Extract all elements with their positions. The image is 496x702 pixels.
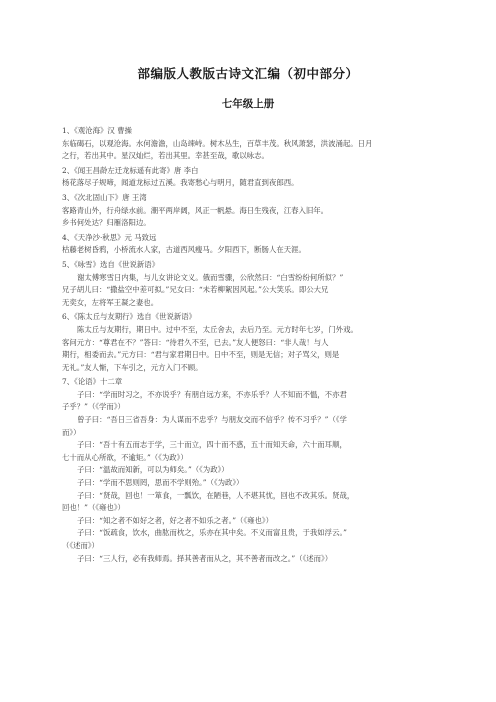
poem-text-line: 枯藤老树昏鸦，小桥流水人家，古道西风瘦马。夕阳西下，断肠人在天涯。 [62,245,306,255]
analects-text-line: 七十而从心所欲，不逾矩。”（《为政》） [62,452,188,462]
prose-text-line: 客问元方：“尊君在不？”答曰：“待君久不至，已去。”友人便怒曰：“非人哉！与人 [62,337,329,347]
prose-text-line: 无奕女，左将军王凝之妻也。 [62,297,159,307]
poem-heading: 3、《次北固山下》唐 王湾 [62,192,147,202]
analects-text-line: 子曰：“温故而知新，可以为师矣。”（《为政》） [77,465,229,475]
analects-text-line: 子曰：“贤哉，回也！一箪食，一瓢饮，在陋巷，人不堪其忧，回也不改其乐。贤哉， [77,490,355,500]
analects-text-line: 子曰：“吾十有五而志于学，三十而立，四十而不惑，五十而知天命，六十而耳顺， [77,440,347,450]
analects-text-line: 曾子曰：“吾日三省吾身：为人谋而不忠乎？与朋友交而不信乎？传不习乎？”（《学 [77,415,347,425]
poem-text-line: 客路青山外，行舟绿水前。潮平两岸阔，风正一帆悬。海日生残夜，江春入旧年。 [62,205,329,215]
poem-heading: 1、《观沧海》汉 曹操 [62,126,132,135]
analects-text-line: 子乎？”（《学而》） [62,402,125,412]
prose-text-line: 无礼。”友人惭，下车引之，元方入门不顾。 [62,362,203,372]
prose-heading: 5、《咏雪》选自《世说新语》 [62,259,160,269]
prose-text-line: 陈太丘与友期行，期日中。过中不至，太丘舍去，去后乃至。元方时年七岁，门外戏。 [77,324,358,334]
analects-text-line: 子曰：“饭疏食，饮水，曲肱而枕之，乐亦在其中矣。不义而富且贵，于我如浮云。” [77,528,347,538]
prose-heading: 6、《陈太丘与友期行》选自《世说新语》 [62,312,197,322]
poem-text-line: 乡书何处达？归雁洛阳边。 [62,218,151,228]
analects-text-line: 子曰：“三人行，必有我师焉。择其善者而从之，其不善者而改之。”（《述而》） [77,553,333,563]
poem-heading: 2、《闻王昌龄左迁龙标遥有此寄》唐 李白 [62,165,199,175]
analects-heading: 7、《论语》十二章 [62,377,123,387]
poem-heading: 4、《天净沙·秋思》元 马致远 [62,232,157,242]
poem-text-line: 东临碣石，以观沧海。水何澹澹，山岛竦峙。树木丛生，百草丰茂。秋风萧瑟，洪波涌起。日月 [62,138,373,148]
document-title: 部编版人教版古诗文汇编（初中部分） [137,66,359,81]
poem-text-line: 杨花落尽子规啼，闻道龙标过五溪。我寄愁心与明月，随君直到夜郎西。 [62,178,299,188]
document-subtitle: 七年级上册 [221,98,275,110]
prose-text-line: 兄子胡儿曰：“撒盐空中差可拟。”兄女曰：“未若柳絮因风起。”公大笑乐。即公大兄 [62,285,329,295]
poem-text-line: 之行，若出其中。星汉灿烂，若出其里。幸甚至哉，歌以咏志。 [62,151,269,161]
analects-text-line: 子曰：“学而不思则罔，思而不学则殆。”（《为政》） [77,478,244,488]
analects-text-line: （《述而》） [62,541,99,550]
analects-text-line: 回也！”（《雍也》） [62,503,125,513]
analects-text-line: 而》） [62,427,81,437]
document-body [62,125,440,565]
prose-text-line: 期行，相委而去。”元方曰：“君与家君期日中。日中不至，则是无信；对子骂父，则是 [62,350,340,360]
analects-text-line: 子曰：“知之者不如好之者，好之者不如乐之者。”（《雍也》） [77,515,274,525]
analects-text-line: 子曰：“学而时习之，不亦说乎？有朋自远方来，不亦乐乎？人不知而不愠，不亦君 [77,389,347,399]
prose-text-line: 谢太傅寒雪日内集，与儿女讲论文义。俄而雪骤，公欣然曰：“白雪纷纷何所似？” [77,272,344,282]
